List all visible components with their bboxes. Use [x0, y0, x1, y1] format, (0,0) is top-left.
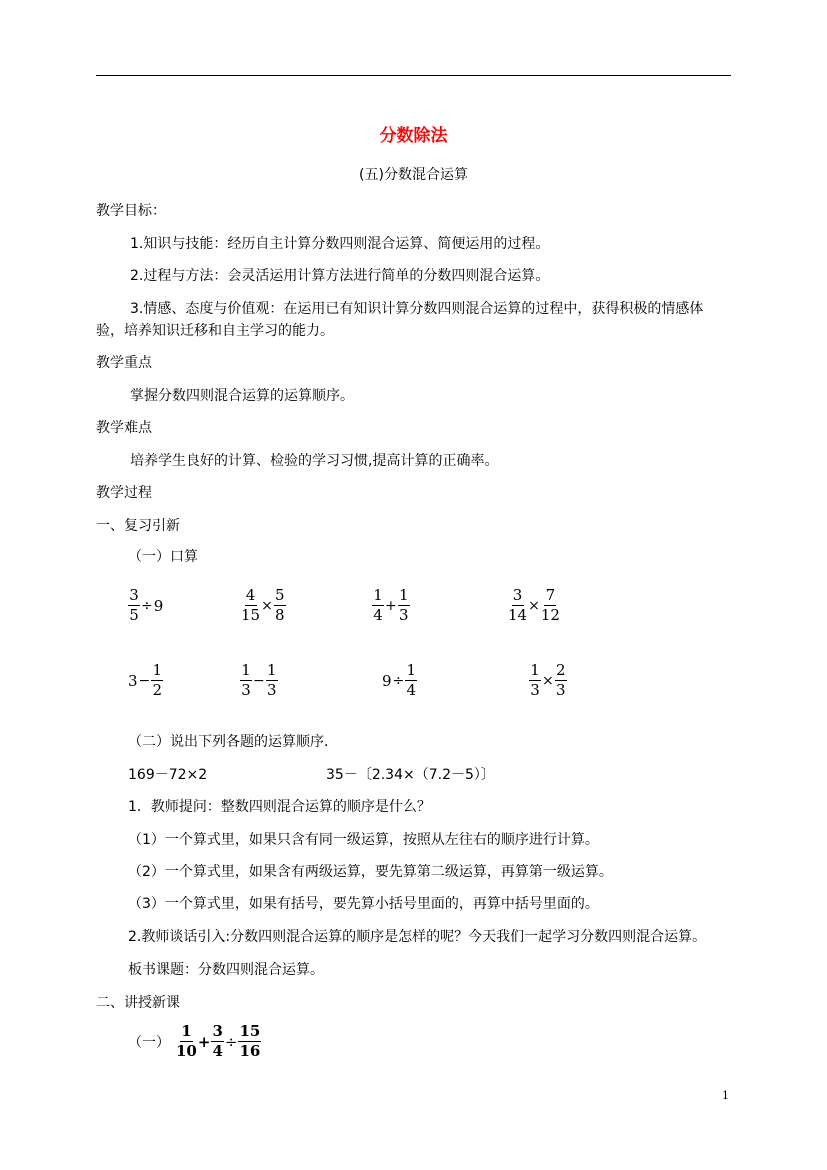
fraction: $\frac{3}{4}$ [212, 1022, 223, 1060]
objective-3-line2: 验，培养知识迁移和自主学习的能力。 [96, 323, 334, 339]
fraction: $\frac{1}{10}$ [176, 1022, 197, 1060]
order-expression-1: 169－72×2 [128, 767, 208, 783]
oral-exercise: $\frac{3}{5}$ ÷ 9 [129, 586, 164, 624]
section2-heading: 二、讲授新课 [96, 995, 180, 1011]
section1-heading: 一、复习引新 [96, 518, 180, 534]
fraction: $\frac{7}{12}$ [540, 586, 560, 624]
oral-exercise: $\frac{1}{3}$ × $\frac{2}{3}$ [530, 661, 566, 699]
process-heading: 教学过程 [96, 485, 152, 501]
oral-heading: （一）口算 [128, 549, 198, 565]
fraction: $\frac{5}{8}$ [275, 586, 285, 624]
fraction: $\frac{2}{3}$ [555, 661, 566, 699]
page-subtitle: (五)分数混合运算 [359, 167, 468, 183]
objective-1: 1.知识与技能：经历自主计算分数四则混合运算、简便运用的过程。 [130, 236, 550, 252]
page-number: 1 [722, 1089, 729, 1102]
fraction: $\frac{1}{4}$ [373, 586, 383, 624]
fraction: $\frac{1}{3}$ [266, 661, 277, 699]
fraction: $\frac{4}{15}$ [241, 586, 261, 624]
oral-exercise: $\frac{4}{15}$ × $\frac{5}{8}$ [241, 586, 285, 624]
fraction: $\frac{3}{14}$ [508, 586, 528, 624]
oral-exercise: 9 ÷ $\frac{1}{4}$ [382, 661, 417, 699]
oral-exercise: $\frac{3}{14}$ × $\frac{7}{12}$ [508, 586, 560, 624]
fraction: $\frac{1}{4}$ [406, 661, 417, 699]
rule-2: （2）一个算式里，如果含有两级运算，要先算第二级运算，再算第一级运算。 [128, 864, 613, 880]
oral-exercise: 3 − $\frac{1}{2}$ [128, 661, 163, 699]
fraction: $\frac{15}{16}$ [239, 1022, 261, 1060]
objective-2: 2.过程与方法：会灵活运用计算方法进行简单的分数四则混合运算。 [130, 268, 550, 284]
oral-exercise: $\frac{1}{3}$ − $\frac{1}{3}$ [241, 661, 277, 699]
difficulty-text: 培养学生良好的计算、检验的学习习惯,提高计算的正确率。 [130, 453, 499, 469]
teacher-question-1: 1．教师提问：整数四则混合运算的顺序是什么？ [128, 799, 431, 815]
difficulty-heading: 教学难点 [96, 420, 152, 436]
board-title: 板书课题：分数四则混合运算。 [128, 962, 324, 978]
order-heading: （二）说出下列各题的运算顺序． [128, 734, 338, 750]
key-heading: 教学重点 [96, 355, 152, 371]
objective-3-line1: 3.情感、态度与价值观：在运用已有知识计算分数四则混合运算的过程中，获得积极的情感体 [130, 301, 704, 317]
page-title: 分数除法 [379, 126, 448, 146]
order-expression-2: 35－〔2.34×（7.2－5）〕 [326, 767, 495, 783]
fraction: $\frac{1}{3}$ [241, 661, 251, 699]
oral-exercise: $\frac{1}{4}$ + $\frac{1}{3}$ [373, 586, 409, 624]
fraction: $\frac{1}{3}$ [398, 586, 409, 624]
new-example: （一） $\frac{1}{10}$ + $\frac{3}{4}$ ÷ $\frac{15}{16}$ [128, 1022, 261, 1060]
fraction: $\frac{3}{5}$ [129, 586, 139, 624]
fraction: $\frac{1}{2}$ [152, 661, 163, 699]
rule-3: （3）一个算式里，如果有括号，要先算小括号里面的，再算中括号里面的。 [128, 896, 599, 912]
objectives-heading: 教学目标： [96, 203, 166, 219]
fraction: $\frac{1}{3}$ [530, 661, 540, 699]
teacher-question-2: 2.教师谈话引入:分数四则混合运算的顺序是怎样的呢？今天我们一起学习分数四则混合运算。 [128, 929, 707, 945]
key-text: 掌握分数四则混合运算的运算顺序。 [130, 388, 354, 404]
rule-1: （1）一个算式里，如果只含有同一级运算，按照从左往右的顺序进行计算。 [128, 832, 599, 848]
header-rule [96, 75, 731, 76]
